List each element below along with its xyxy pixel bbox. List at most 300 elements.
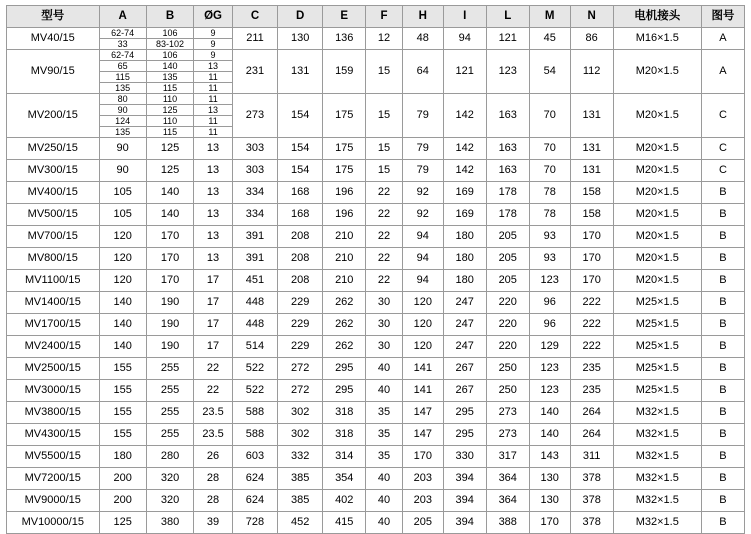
table-row — [7, 182, 745, 204]
cell-c: 624 — [232, 468, 277, 490]
cell-c: 391 — [232, 226, 277, 248]
cell-i: 94 — [443, 28, 486, 50]
cell-h: 120 — [402, 336, 443, 358]
column-header-7: F — [366, 6, 403, 28]
cell-b: 125 — [146, 138, 193, 160]
cell-l: 250 — [486, 358, 529, 380]
cell-f: 40 — [366, 358, 403, 380]
cell-n: 222 — [570, 314, 613, 336]
cell-model: MV3800/15 — [7, 402, 100, 424]
cell-h: 205 — [402, 512, 443, 534]
cell-model: MV3000/15 — [7, 380, 100, 402]
cell-n: 158 — [570, 182, 613, 204]
cell-b: 190 — [146, 336, 193, 358]
cell-g: 28 — [194, 468, 233, 490]
cell-h: 203 — [402, 490, 443, 512]
table-row — [7, 160, 745, 182]
cell-i: 142 — [443, 138, 486, 160]
cell-l: 205 — [486, 270, 529, 292]
cell-a: 200 — [99, 468, 146, 490]
cell-c: 624 — [232, 490, 277, 512]
cell-m: 45 — [529, 28, 570, 50]
cell-fig: B — [701, 380, 744, 402]
cell-g: 13 — [194, 248, 233, 270]
cell-fig: A — [701, 28, 744, 50]
cell-e: 295 — [323, 358, 366, 380]
cell-model: MV7200/15 — [7, 468, 100, 490]
cell-l: 220 — [486, 292, 529, 314]
cell-l: 178 — [486, 204, 529, 226]
cell-motor: M20×1.5 — [613, 226, 701, 248]
cell-c: 514 — [232, 336, 277, 358]
cell-g: 9 13 11 11 — [194, 50, 233, 94]
table-row — [7, 50, 745, 94]
cell-e: 175 — [323, 94, 366, 138]
cell-e: 196 — [323, 204, 366, 226]
cell-model: MV90/15 — [7, 50, 100, 94]
table-row — [7, 358, 745, 380]
cell-b: 190 — [146, 292, 193, 314]
cell-g: 13 — [194, 204, 233, 226]
header-row — [7, 6, 745, 28]
cell-f: 15 — [366, 94, 403, 138]
cell-f: 15 — [366, 138, 403, 160]
cell-m: 123 — [529, 380, 570, 402]
cell-i: 180 — [443, 270, 486, 292]
cell-m: 130 — [529, 468, 570, 490]
cell-fig: B — [701, 490, 744, 512]
cell-n: 131 — [570, 138, 613, 160]
cell-motor: M20×1.5 — [613, 270, 701, 292]
cell-g: 22 — [194, 380, 233, 402]
cell-d: 130 — [278, 28, 323, 50]
cell-h: 79 — [402, 160, 443, 182]
cell-e: 262 — [323, 314, 366, 336]
cell-fig: B — [701, 270, 744, 292]
cell-f: 30 — [366, 292, 403, 314]
cell-m: 70 — [529, 138, 570, 160]
cell-i: 394 — [443, 468, 486, 490]
cell-d: 302 — [278, 402, 323, 424]
column-header-12: N — [570, 6, 613, 28]
cell-fig: B — [701, 424, 744, 446]
cell-d: 332 — [278, 446, 323, 468]
cell-a: 105 — [99, 182, 146, 204]
cell-h: 94 — [402, 248, 443, 270]
column-header-6: E — [323, 6, 366, 28]
cell-model: MV800/15 — [7, 248, 100, 270]
cell-d: 302 — [278, 424, 323, 446]
cell-c: 448 — [232, 314, 277, 336]
cell-l: 273 — [486, 424, 529, 446]
cell-motor: M32×1.5 — [613, 424, 701, 446]
cell-model: MV200/15 — [7, 94, 100, 138]
cell-f: 22 — [366, 270, 403, 292]
cell-g: 39 — [194, 512, 233, 534]
cell-a: 140 — [99, 314, 146, 336]
cell-f: 40 — [366, 512, 403, 534]
cell-l: 250 — [486, 380, 529, 402]
cell-a: 120 — [99, 226, 146, 248]
table-row — [7, 490, 745, 512]
column-header-0: 型号 — [7, 6, 100, 28]
cell-fig: B — [701, 512, 744, 534]
cell-model: MV1400/15 — [7, 292, 100, 314]
cell-motor: M32×1.5 — [613, 490, 701, 512]
cell-b: 106 83-102 — [146, 28, 193, 50]
cell-i: 267 — [443, 380, 486, 402]
cell-h: 48 — [402, 28, 443, 50]
cell-c: 448 — [232, 292, 277, 314]
specification-table — [6, 5, 745, 534]
cell-g: 9 9 — [194, 28, 233, 50]
cell-h: 92 — [402, 204, 443, 226]
column-header-3: ØG — [194, 6, 233, 28]
cell-m: 140 — [529, 424, 570, 446]
cell-c: 522 — [232, 358, 277, 380]
cell-model: MV500/15 — [7, 204, 100, 226]
cell-e: 210 — [323, 248, 366, 270]
cell-l: 163 — [486, 160, 529, 182]
cell-i: 295 — [443, 402, 486, 424]
cell-b: 110 125 110 115 — [146, 94, 193, 138]
cell-i: 267 — [443, 358, 486, 380]
column-header-13: 电机接头 — [613, 6, 701, 28]
table-row — [7, 468, 745, 490]
cell-e: 210 — [323, 270, 366, 292]
cell-f: 12 — [366, 28, 403, 50]
cell-fig: B — [701, 468, 744, 490]
cell-n: 222 — [570, 336, 613, 358]
cell-d: 168 — [278, 182, 323, 204]
cell-model: MV400/15 — [7, 182, 100, 204]
cell-n: 235 — [570, 358, 613, 380]
cell-d: 229 — [278, 336, 323, 358]
cell-b: 125 — [146, 160, 193, 182]
cell-b: 255 — [146, 402, 193, 424]
cell-i: 169 — [443, 182, 486, 204]
table-row — [7, 314, 745, 336]
cell-model: MV9000/15 — [7, 490, 100, 512]
cell-c: 391 — [232, 248, 277, 270]
cell-motor: M25×1.5 — [613, 336, 701, 358]
cell-motor: M20×1.5 — [613, 248, 701, 270]
table-row — [7, 226, 745, 248]
cell-d: 208 — [278, 248, 323, 270]
cell-c: 603 — [232, 446, 277, 468]
cell-b: 140 — [146, 204, 193, 226]
cell-m: 123 — [529, 358, 570, 380]
cell-d: 208 — [278, 226, 323, 248]
cell-a: 62-74 33 — [99, 28, 146, 50]
cell-model: MV10000/15 — [7, 512, 100, 534]
table-body — [7, 28, 745, 534]
cell-e: 210 — [323, 226, 366, 248]
cell-f: 35 — [366, 424, 403, 446]
cell-g: 17 — [194, 336, 233, 358]
cell-h: 64 — [402, 50, 443, 94]
cell-n: 131 — [570, 94, 613, 138]
cell-e: 262 — [323, 336, 366, 358]
cell-m: 78 — [529, 182, 570, 204]
cell-n: 112 — [570, 50, 613, 94]
cell-m: 140 — [529, 402, 570, 424]
cell-g: 11 13 11 11 — [194, 94, 233, 138]
cell-i: 247 — [443, 292, 486, 314]
cell-l: 364 — [486, 490, 529, 512]
column-header-14: 图号 — [701, 6, 744, 28]
cell-h: 141 — [402, 380, 443, 402]
cell-c: 522 — [232, 380, 277, 402]
cell-i: 180 — [443, 248, 486, 270]
cell-motor: M32×1.5 — [613, 468, 701, 490]
cell-b: 380 — [146, 512, 193, 534]
cell-m: 54 — [529, 50, 570, 94]
cell-model: MV2400/15 — [7, 336, 100, 358]
cell-n: 170 — [570, 248, 613, 270]
cell-h: 92 — [402, 182, 443, 204]
cell-n: 264 — [570, 402, 613, 424]
cell-m: 96 — [529, 292, 570, 314]
cell-a: 180 — [99, 446, 146, 468]
cell-b: 320 — [146, 468, 193, 490]
column-header-4: C — [232, 6, 277, 28]
cell-d: 154 — [278, 94, 323, 138]
cell-e: 262 — [323, 292, 366, 314]
cell-f: 30 — [366, 336, 403, 358]
cell-a: 80 90 124 135 — [99, 94, 146, 138]
cell-l: 364 — [486, 468, 529, 490]
cell-m: 70 — [529, 94, 570, 138]
cell-h: 141 — [402, 358, 443, 380]
cell-e: 136 — [323, 28, 366, 50]
cell-motor: M20×1.5 — [613, 160, 701, 182]
cell-c: 728 — [232, 512, 277, 534]
cell-d: 229 — [278, 314, 323, 336]
cell-h: 170 — [402, 446, 443, 468]
table-row — [7, 28, 745, 50]
cell-i: 142 — [443, 160, 486, 182]
cell-c: 273 — [232, 94, 277, 138]
cell-h: 147 — [402, 402, 443, 424]
column-header-5: D — [278, 6, 323, 28]
cell-c: 334 — [232, 204, 277, 226]
cell-motor: M32×1.5 — [613, 402, 701, 424]
cell-f: 35 — [366, 446, 403, 468]
cell-motor: M16×1.5 — [613, 28, 701, 50]
cell-e: 175 — [323, 160, 366, 182]
cell-i: 247 — [443, 314, 486, 336]
cell-d: 131 — [278, 50, 323, 94]
cell-n: 131 — [570, 160, 613, 182]
cell-l: 178 — [486, 182, 529, 204]
cell-f: 22 — [366, 182, 403, 204]
table-row — [7, 138, 745, 160]
cell-fig: C — [701, 138, 744, 160]
cell-g: 17 — [194, 292, 233, 314]
cell-model: MV250/15 — [7, 138, 100, 160]
cell-c: 588 — [232, 424, 277, 446]
cell-model: MV1100/15 — [7, 270, 100, 292]
cell-e: 402 — [323, 490, 366, 512]
cell-n: 378 — [570, 468, 613, 490]
table-header — [7, 6, 745, 28]
cell-e: 318 — [323, 424, 366, 446]
cell-d: 154 — [278, 160, 323, 182]
cell-a: 140 — [99, 336, 146, 358]
cell-g: 13 — [194, 160, 233, 182]
table-row — [7, 336, 745, 358]
cell-fig: B — [701, 226, 744, 248]
cell-f: 40 — [366, 468, 403, 490]
cell-b: 280 — [146, 446, 193, 468]
cell-g: 28 — [194, 490, 233, 512]
cell-i: 394 — [443, 490, 486, 512]
cell-m: 130 — [529, 490, 570, 512]
cell-fig: C — [701, 160, 744, 182]
cell-l: 205 — [486, 248, 529, 270]
cell-d: 154 — [278, 138, 323, 160]
cell-n: 264 — [570, 424, 613, 446]
cell-c: 231 — [232, 50, 277, 94]
cell-c: 451 — [232, 270, 277, 292]
cell-b: 170 — [146, 270, 193, 292]
table-row — [7, 380, 745, 402]
table-row — [7, 292, 745, 314]
column-header-11: M — [529, 6, 570, 28]
cell-e: 196 — [323, 182, 366, 204]
cell-motor: M32×1.5 — [613, 512, 701, 534]
cell-model: MV4300/15 — [7, 424, 100, 446]
table-row — [7, 204, 745, 226]
table-row — [7, 270, 745, 292]
cell-a: 155 — [99, 380, 146, 402]
cell-h: 120 — [402, 314, 443, 336]
cell-motor: M20×1.5 — [613, 182, 701, 204]
cell-d: 168 — [278, 204, 323, 226]
cell-m: 93 — [529, 248, 570, 270]
cell-f: 40 — [366, 490, 403, 512]
cell-a: 90 — [99, 138, 146, 160]
cell-e: 415 — [323, 512, 366, 534]
cell-l: 317 — [486, 446, 529, 468]
cell-f: 15 — [366, 50, 403, 94]
cell-n: 170 — [570, 270, 613, 292]
cell-n: 86 — [570, 28, 613, 50]
cell-n: 158 — [570, 204, 613, 226]
cell-l: 220 — [486, 336, 529, 358]
cell-m: 123 — [529, 270, 570, 292]
cell-h: 94 — [402, 270, 443, 292]
cell-l: 121 — [486, 28, 529, 50]
cell-b: 255 — [146, 380, 193, 402]
cell-b: 190 — [146, 314, 193, 336]
cell-model: MV1700/15 — [7, 314, 100, 336]
cell-m: 129 — [529, 336, 570, 358]
cell-h: 120 — [402, 292, 443, 314]
cell-a: 200 — [99, 490, 146, 512]
cell-n: 222 — [570, 292, 613, 314]
cell-l: 163 — [486, 94, 529, 138]
cell-c: 303 — [232, 160, 277, 182]
cell-a: 90 — [99, 160, 146, 182]
column-header-8: H — [402, 6, 443, 28]
cell-h: 79 — [402, 138, 443, 160]
cell-e: 295 — [323, 380, 366, 402]
cell-a: 155 — [99, 358, 146, 380]
cell-l: 220 — [486, 314, 529, 336]
cell-h: 203 — [402, 468, 443, 490]
cell-f: 15 — [366, 160, 403, 182]
cell-e: 159 — [323, 50, 366, 94]
cell-b: 320 — [146, 490, 193, 512]
cell-motor: M20×1.5 — [613, 50, 701, 94]
cell-f: 35 — [366, 402, 403, 424]
cell-a: 155 — [99, 424, 146, 446]
cell-b: 255 — [146, 358, 193, 380]
cell-a: 120 — [99, 248, 146, 270]
cell-fig: B — [701, 314, 744, 336]
cell-d: 452 — [278, 512, 323, 534]
cell-n: 235 — [570, 380, 613, 402]
cell-motor: M20×1.5 — [613, 138, 701, 160]
cell-d: 272 — [278, 380, 323, 402]
cell-a: 120 — [99, 270, 146, 292]
cell-h: 79 — [402, 94, 443, 138]
cell-m: 170 — [529, 512, 570, 534]
cell-model: MV40/15 — [7, 28, 100, 50]
cell-i: 169 — [443, 204, 486, 226]
cell-f: 22 — [366, 226, 403, 248]
cell-fig: B — [701, 358, 744, 380]
cell-motor: M25×1.5 — [613, 314, 701, 336]
cell-a: 155 — [99, 402, 146, 424]
cell-model: MV700/15 — [7, 226, 100, 248]
cell-m: 143 — [529, 446, 570, 468]
cell-fig: B — [701, 292, 744, 314]
table-row — [7, 248, 745, 270]
cell-g: 13 — [194, 182, 233, 204]
cell-n: 378 — [570, 512, 613, 534]
cell-l: 273 — [486, 402, 529, 424]
cell-d: 385 — [278, 468, 323, 490]
cell-m: 70 — [529, 160, 570, 182]
cell-i: 295 — [443, 424, 486, 446]
cell-fig: B — [701, 402, 744, 424]
cell-fig: A — [701, 50, 744, 94]
cell-i: 121 — [443, 50, 486, 94]
cell-l: 205 — [486, 226, 529, 248]
cell-g: 13 — [194, 138, 233, 160]
cell-c: 334 — [232, 182, 277, 204]
table-row — [7, 402, 745, 424]
cell-i: 180 — [443, 226, 486, 248]
cell-l: 123 — [486, 50, 529, 94]
cell-e: 175 — [323, 138, 366, 160]
cell-i: 394 — [443, 512, 486, 534]
cell-n: 170 — [570, 226, 613, 248]
cell-fig: B — [701, 182, 744, 204]
cell-h: 94 — [402, 226, 443, 248]
cell-n: 378 — [570, 490, 613, 512]
cell-m: 96 — [529, 314, 570, 336]
column-header-10: L — [486, 6, 529, 28]
cell-a: 105 — [99, 204, 146, 226]
column-header-2: B — [146, 6, 193, 28]
cell-b: 140 — [146, 182, 193, 204]
cell-a: 125 — [99, 512, 146, 534]
cell-motor: M25×1.5 — [613, 292, 701, 314]
